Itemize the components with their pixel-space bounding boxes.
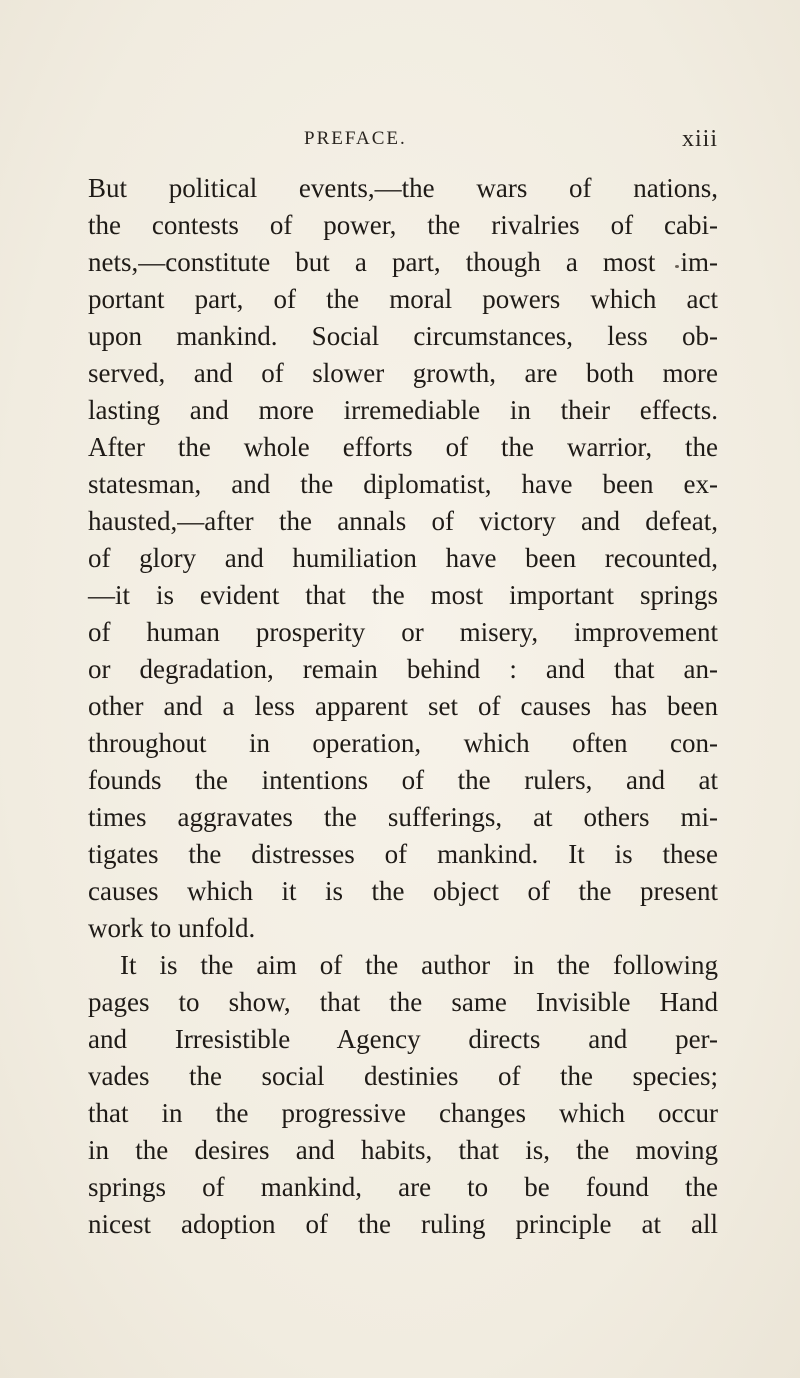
text-line-paragraph-start: It is the aim of the author in the following [120, 950, 718, 980]
running-head [232, 128, 718, 158]
text-line: statesman, and the diplomatist, have been ex- [88, 469, 718, 499]
text-line: nicest adoption of the ruling principle at all [88, 1209, 718, 1239]
text-line: served, and of slower growth, are both more [88, 358, 718, 388]
text-line: hausted,—after the annals of victory and defeat, [88, 506, 718, 536]
text-line: nets,—constitute but a part, though a most im- [88, 247, 718, 277]
text-line: of glory and humiliation have been recounted, [88, 543, 718, 573]
text-line: pages to show, that the same Invisible Hand [88, 987, 718, 1017]
text-line: or degradation, remain behind : and that an- [88, 654, 718, 684]
text-line: other and a less apparent set of causes has been [88, 691, 718, 721]
text-line: After the whole efforts of the warrior, the [88, 432, 718, 462]
body-text [88, 170, 718, 1243]
text-line: vades the social destinies of the species; [88, 1061, 718, 1091]
text-line: that in the progressive changes which occur [88, 1098, 718, 1128]
text-line: portant part, of the moral powers which act [88, 284, 718, 314]
text-line: springs of mankind, are to be found the [88, 1172, 718, 1202]
running-title: PREFACE. [304, 128, 407, 149]
text-line: of human prosperity or misery, improvement [88, 617, 718, 647]
text-line: throughout in operation, which often con- [88, 728, 718, 758]
text-line: —it is evident that the most important springs [88, 580, 718, 610]
text-line: causes which it is the object of the present [88, 876, 718, 906]
text-line: founds the intentions of the rulers, and at [88, 765, 718, 795]
page-number: xiii [681, 126, 718, 152]
text-line: But political events,—the wars of nations, [88, 173, 718, 203]
text-line: tigates the distresses of mankind. It is these [88, 839, 718, 869]
text-line: in the desires and habits, that is, the moving [88, 1135, 718, 1165]
text-line: the contests of power, the rivalries of cabi- [88, 210, 718, 240]
text-line: times aggravates the sufferings, at others mi- [88, 802, 718, 832]
text-line-paragraph-end: work to unfold. [88, 913, 256, 943]
text-line: upon mankind. Social circumstances, less ob- [88, 321, 718, 351]
text-line: and Irresistible Agency directs and per- [88, 1024, 718, 1054]
text-line: lasting and more irremediable in their effects. [88, 395, 718, 425]
